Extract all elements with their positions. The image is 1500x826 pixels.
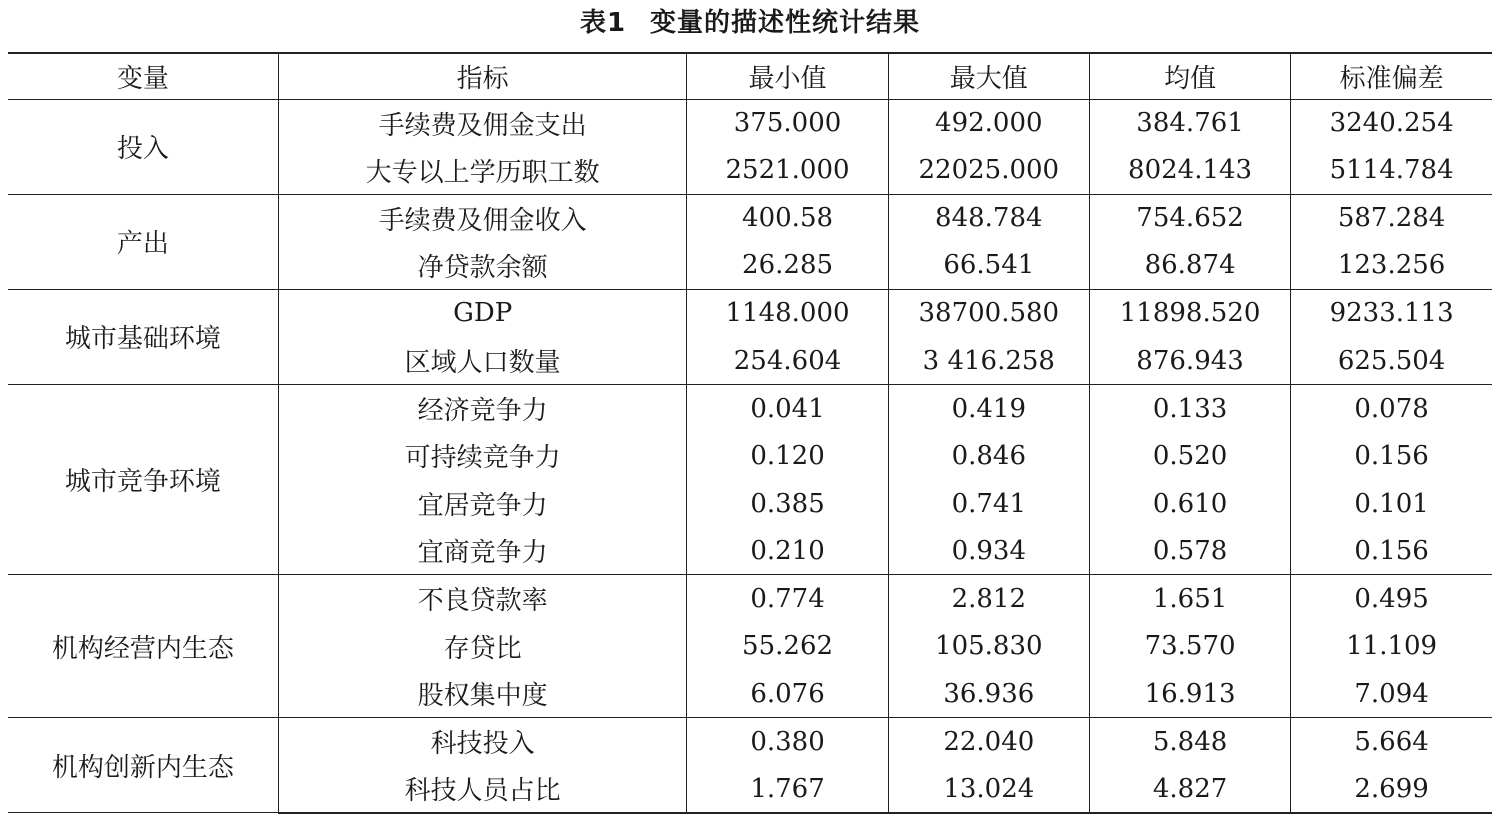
cell-max: 0.741	[888, 480, 1089, 528]
cell-variable: 机构经营内生态	[8, 575, 278, 718]
cell-min: 0.120	[687, 432, 888, 480]
cell-indicator: 宜居竞争力	[278, 480, 687, 528]
cell-mean: 754.652	[1089, 194, 1290, 242]
header-std-dev: 标准偏差	[1291, 53, 1492, 99]
cell-max: 22025.000	[888, 147, 1089, 195]
cell-indicator: 科技人员占比	[278, 765, 687, 813]
cell-std-dev: 3240.254	[1291, 99, 1492, 147]
cell-std-dev: 123.256	[1291, 242, 1492, 290]
header-mean: 均值	[1089, 53, 1290, 99]
header-indicator: 指标	[278, 53, 687, 99]
cell-indicator: 手续费及佣金收入	[278, 194, 687, 242]
table-title: 变量的描述性统计结果	[650, 8, 921, 38]
cell-mean: 0.578	[1089, 527, 1290, 575]
cell-variable: 城市竞争环境	[8, 385, 278, 575]
header-row	[8, 53, 1492, 99]
cell-min: 1148.000	[687, 289, 888, 337]
cell-min: 0.041	[687, 385, 888, 433]
cell-std-dev: 0.078	[1291, 385, 1492, 433]
cell-variable: 城市基础环境	[8, 289, 278, 384]
cell-min: 26.285	[687, 242, 888, 290]
cell-min: 55.262	[687, 623, 888, 671]
cell-max: 0.419	[888, 385, 1089, 433]
cell-min: 254.604	[687, 337, 888, 385]
cell-max: 0.934	[888, 527, 1089, 575]
cell-indicator: 宜商竞争力	[278, 527, 687, 575]
cell-indicator: 不良贷款率	[278, 575, 687, 623]
cell-std-dev: 587.284	[1291, 194, 1492, 242]
cell-indicator: 股权集中度	[278, 670, 687, 718]
cell-std-dev: 0.495	[1291, 575, 1492, 623]
header-max: 最大值	[888, 53, 1089, 99]
descriptive-statistics-table	[8, 52, 1492, 814]
cell-max: 2.812	[888, 575, 1089, 623]
cell-min: 375.000	[687, 99, 888, 147]
cell-max: 105.830	[888, 623, 1089, 671]
table-number: 表1	[579, 8, 627, 38]
cell-mean: 384.761	[1089, 99, 1290, 147]
cell-min: 0.210	[687, 527, 888, 575]
cell-max: 848.784	[888, 194, 1089, 242]
table-row	[8, 194, 1492, 242]
cell-min: 0.774	[687, 575, 888, 623]
cell-indicator: 净贷款余额	[278, 242, 687, 290]
cell-mean: 16.913	[1089, 670, 1290, 718]
cell-mean: 4.827	[1089, 765, 1290, 813]
table-caption	[0, 0, 1500, 46]
cell-max: 38700.580	[888, 289, 1089, 337]
cell-mean: 0.133	[1089, 385, 1290, 433]
cell-indicator: 大专以上学历职工数	[278, 147, 687, 195]
table-row	[8, 575, 1492, 623]
table-body	[8, 99, 1492, 813]
cell-max: 36.936	[888, 670, 1089, 718]
cell-indicator: 区域人口数量	[278, 337, 687, 385]
cell-mean: 8024.143	[1089, 147, 1290, 195]
cell-std-dev: 5.664	[1291, 718, 1492, 766]
cell-min: 2521.000	[687, 147, 888, 195]
cell-std-dev: 0.156	[1291, 432, 1492, 480]
cell-std-dev: 11.109	[1291, 623, 1492, 671]
cell-max: 22.040	[888, 718, 1089, 766]
cell-mean: 876.943	[1089, 337, 1290, 385]
table-row	[8, 718, 1492, 766]
cell-indicator: 可持续竞争力	[278, 432, 687, 480]
cell-min: 0.380	[687, 718, 888, 766]
header-variable: 变量	[8, 53, 278, 99]
cell-std-dev: 7.094	[1291, 670, 1492, 718]
cell-indicator: 存贷比	[278, 623, 687, 671]
cell-std-dev: 5114.784	[1291, 147, 1492, 195]
table-row	[8, 289, 1492, 337]
cell-mean: 86.874	[1089, 242, 1290, 290]
cell-max: 492.000	[888, 99, 1089, 147]
cell-max: 66.541	[888, 242, 1089, 290]
cell-std-dev: 9233.113	[1291, 289, 1492, 337]
cell-variable: 机构创新内生态	[8, 718, 278, 813]
cell-std-dev: 0.101	[1291, 480, 1492, 528]
cell-max: 13.024	[888, 765, 1089, 813]
cell-mean: 5.848	[1089, 718, 1290, 766]
cell-mean: 0.520	[1089, 432, 1290, 480]
header-min: 最小值	[687, 53, 888, 99]
cell-mean: 11898.520	[1089, 289, 1290, 337]
cell-min: 0.385	[687, 480, 888, 528]
cell-max: 3 416.258	[888, 337, 1089, 385]
cell-min: 400.58	[687, 194, 888, 242]
table-row	[8, 99, 1492, 147]
cell-std-dev: 2.699	[1291, 765, 1492, 813]
cell-indicator: GDP	[278, 289, 687, 337]
cell-min: 1.767	[687, 765, 888, 813]
table-row	[8, 385, 1492, 433]
cell-mean: 73.570	[1089, 623, 1290, 671]
cell-variable: 产出	[8, 194, 278, 289]
cell-std-dev: 625.504	[1291, 337, 1492, 385]
cell-indicator: 经济竞争力	[278, 385, 687, 433]
cell-mean: 1.651	[1089, 575, 1290, 623]
cell-min: 6.076	[687, 670, 888, 718]
cell-std-dev: 0.156	[1291, 527, 1492, 575]
cell-indicator: 科技投入	[278, 718, 687, 766]
cell-mean: 0.610	[1089, 480, 1290, 528]
cell-indicator: 手续费及佣金支出	[278, 99, 687, 147]
cell-max: 0.846	[888, 432, 1089, 480]
cell-variable: 投入	[8, 99, 278, 194]
